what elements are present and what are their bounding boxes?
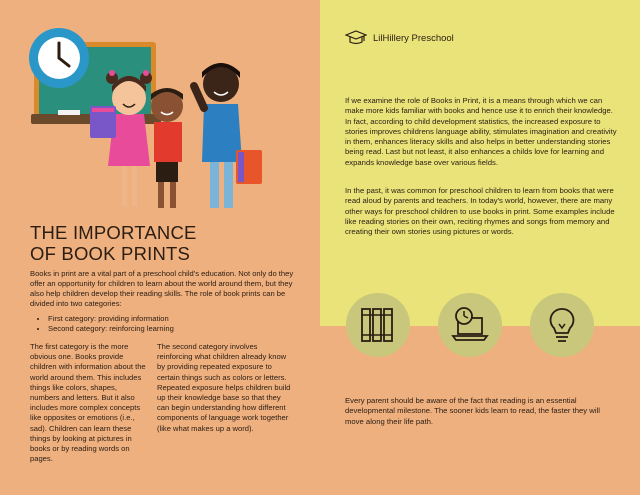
list-item: • First category: providing information [48,314,174,324]
title-line-1: THE IMPORTANCE [30,222,197,243]
graduation-cap-icon [345,30,367,46]
title-line-2: OF BOOK PRINTS [30,243,191,264]
list-item: • Second category: reinforcing learning [48,324,174,334]
tall-boy-figure [194,63,262,208]
intro-paragraph: Books in print are a vital part of a preschool child's education. Not only do they offer an opportunity for children to learn about the world around them, but they also help children develop their reading skills. The role of book prints can be divided into two categories: [30,269,294,308]
clock-icon [29,28,89,88]
category-list [38,314,174,334]
brand-name: LilHillery Preschool [373,32,454,44]
kids-reading-illustration [26,26,276,212]
boy-figure [151,88,183,208]
milestone-paragraph: Every parent should be aware of the fact that reading is an essential developmental milestone. The sooner kids learn to read, the faster they will move along their life path. [345,396,600,426]
page-title [30,222,197,264]
books-badge [346,293,410,357]
laptop-clock-badge [438,293,502,357]
books-icon [359,306,397,344]
laptop-clock-icon [450,306,490,344]
first-category-paragraph: The first category is the more obvious one. Books provide children with information about the world around them. This includes things like colors, shapes, numbers and letters. But it also includes more complex concepts like opposites or emotions (i.e., sad). Children can learn these things by looking at pictures in books or by reading words on pages. [30,342,146,464]
second-category-paragraph: The second category involves reinforcing what children already know by providing repeated exposure to certain things such as colors or letters. Repeated exposure helps children build up their knowledge base so that they can begin understanding how different components of language work together (like what makes up a word). [157,342,291,433]
brand [345,30,454,46]
past-and-present-paragraph: In the past, it was common for preschool children to learn from books that were read aloud by parents and teachers. In today's world, however, there are many other ways for preschool children to use books in print. Some examples include like reading stories on their own, reciting rhymes and songs from memory and creating their own stories using pictures or words. [345,186,615,237]
lightbulb-badge [530,293,594,357]
books-in-print-paragraph: If we examine the role of Books in Print, it is a means through which we can make more kids familiar with books and hence use it to enrich their knowledge. In fact, according to child development statistics, the increased exposure to stories improves childrens language ability, stimulates imagination and creativity in them, enhances literacy skills and also helps in better understanding stories being read. Last but not least, it also enhances a childs love for learning and expands knowledge base over various fields. [345,96,617,167]
lightbulb-icon [547,306,577,344]
